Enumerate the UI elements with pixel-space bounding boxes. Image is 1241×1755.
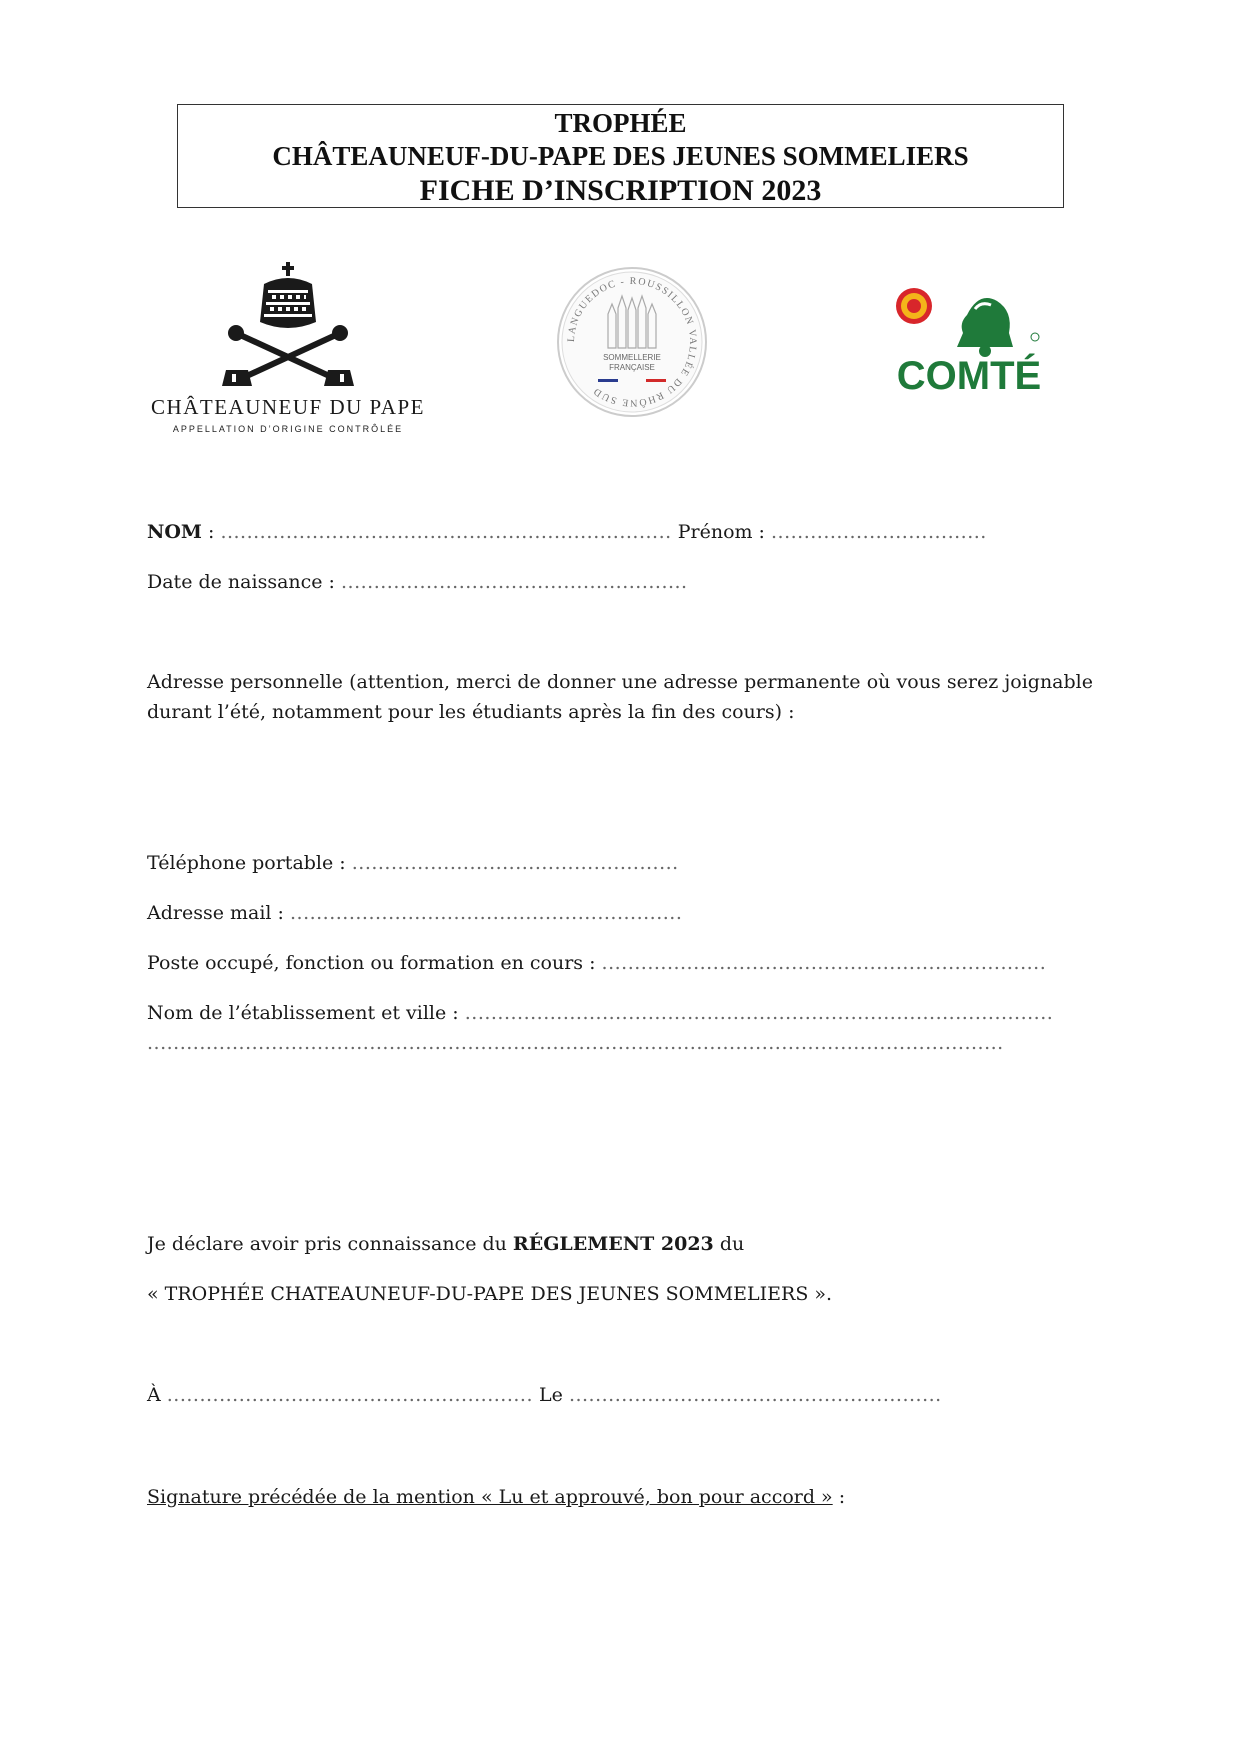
comte-wordmark: COMTÉ <box>896 354 1042 398</box>
title-line-3: FICHE D’INSCRIPTION 2023 <box>419 174 822 207</box>
signature-line <box>147 1485 845 1509</box>
comte-bell-icon <box>895 285 1043 400</box>
telephone-line <box>147 851 679 875</box>
sommellerie-francaise-seal <box>556 266 708 418</box>
nom-field[interactable]: ..................................................................... <box>220 521 672 543</box>
telephone-field[interactable]: .................................................. <box>351 852 679 874</box>
place-date-line <box>147 1383 942 1407</box>
signature-label: Signature précédée de la mention « Lu et approuvé, bon pour accord » <box>147 1486 833 1508</box>
seal-ring-text: LANGUEDOC - ROUSSILLON VALLÉE DU RHÔNE SUD <box>565 275 699 409</box>
title-line-1: TROPHÉE <box>554 108 687 138</box>
cdp-logo-name: CHÂTEAUNEUF DU PAPE <box>151 395 425 419</box>
adresse-instructions: Adresse personnelle (attention, merci de donner une adresse permanente où vous serez joignable durant l’été, notamment pour les étudiants après la fin des cours) : <box>147 671 1093 723</box>
nom-line <box>147 520 987 544</box>
prenom-field[interactable]: ................................. <box>771 521 987 543</box>
poste-field[interactable]: .................................................................... <box>601 952 1047 974</box>
chateauneuf-logo <box>148 262 428 442</box>
seal-center-line-1: SOMMELLERIE <box>603 353 661 362</box>
poste-line <box>147 951 1046 975</box>
declaration-text-end: du <box>713 1233 745 1255</box>
le-label: Le <box>539 1384 569 1406</box>
nom-label: NOM <box>147 521 202 543</box>
naissance-field[interactable]: ..................................................... <box>341 571 688 593</box>
comte-logo <box>895 285 1043 400</box>
etablissement-line <box>147 1001 1053 1025</box>
declaration-text: Je déclare avoir pris connaissance du <box>147 1233 513 1255</box>
cdp-logo-subtitle: APPELLATION D’ORIGINE CONTRÔLÉE <box>172 424 404 434</box>
signature-suffix: : <box>832 1486 846 1508</box>
seal-center-line-2: FRANÇAISE <box>609 363 655 372</box>
prenom-label: Prénom : <box>677 521 772 543</box>
title-line-2: CHÂTEAUNEUF-DU-PAPE DES JEUNES SOMMELIERS <box>272 141 969 171</box>
seal-emblem-icon <box>556 266 708 418</box>
mail-label: Adresse mail : <box>147 902 290 924</box>
etablissement-field-2[interactable]: ................................................................................................................................... <box>147 1032 1004 1054</box>
etablissement-field[interactable]: .......................................................................................... <box>464 1002 1054 1024</box>
etablissement-line-2 <box>147 1031 1004 1055</box>
naissance-line <box>147 570 688 594</box>
le-field[interactable]: ......................................................... <box>568 1384 942 1406</box>
reglement-bold: RÉGLEMENT 2023 <box>512 1233 714 1255</box>
a-label: À <box>147 1384 167 1406</box>
a-field[interactable]: ........................................................ <box>166 1384 533 1406</box>
mail-field[interactable]: ............................................................ <box>289 902 683 924</box>
nom-sep: : <box>201 521 221 543</box>
mail-line <box>147 901 682 925</box>
title-box <box>177 104 1064 208</box>
declaration-line-1 <box>147 1232 744 1256</box>
poste-label: Poste occupé, fonction ou formation en cours : <box>147 952 602 974</box>
papal-tiara-keys-icon <box>148 262 428 392</box>
telephone-label: Téléphone portable : <box>147 852 352 874</box>
etablissement-label: Nom de l’établissement et ville : <box>147 1002 465 1024</box>
declaration-line-2: « TROPHÉE CHATEAUNEUF-DU-PAPE DES JEUNES SOMMELIERS ». <box>147 1283 833 1305</box>
naissance-label: Date de naissance : <box>147 571 341 593</box>
